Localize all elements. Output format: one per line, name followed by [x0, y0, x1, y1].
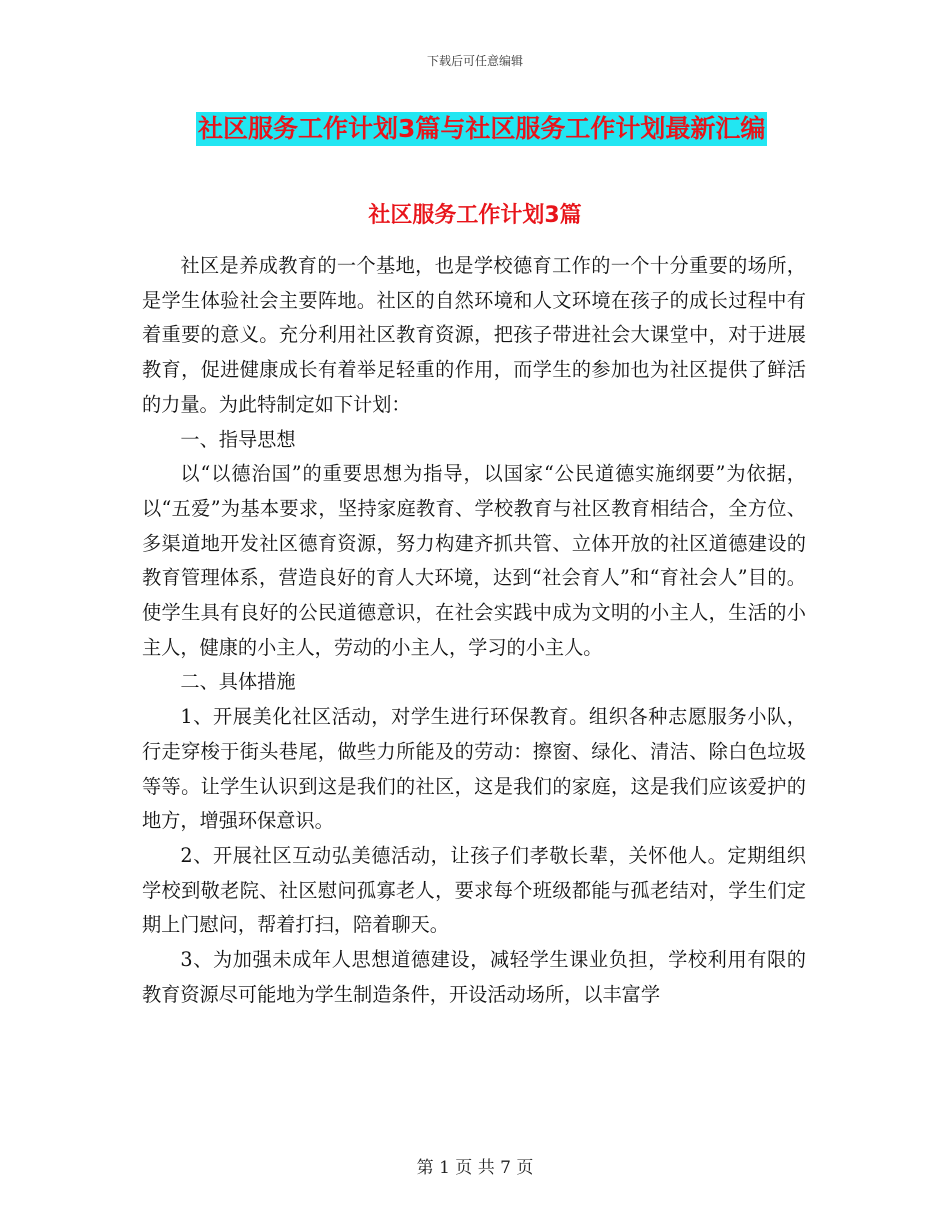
- document-body: [142, 249, 806, 1012]
- section-title: 社区服务工作计划3篇: [368, 203, 582, 228]
- heading-specific-measures: 二、具体措施: [180, 670, 296, 694]
- paragraph-measure-3: 3、为加强未成年人思想道德建设，减轻学生课业负担，学校利用有限的教育资源尽可能地为学生制造条件，开设活动场所，以丰富学: [142, 948, 806, 1006]
- paragraph-measure-2: 2、开展社区互动弘美德活动，让孩子们孝敬长辈，关怀他人。定期组织学校到敬老院、社区慰问孤寡老人，要求每个班级都能与孤老结对，学生们定期上门慰问，帮着打扫，陪着聊天。: [142, 843, 806, 937]
- page-header-note: 下载后可任意编辑: [426, 54, 523, 68]
- page-number-footer: 第 1 页 共 7 页: [416, 1158, 534, 1178]
- paragraph-intro: 社区是养成教育的一个基地，也是学校德育工作的一个十分重要的场所，是学生体验社会主要阵地。社区的自然环境和人文环境在孩子的成长过程中有着重要的意义。充分利用社区教育资源，把孩子带进社会大课堂中，对于进展教育，促进健康成长有着举足轻重的作用，而学生的参加也为社区提供了鲜活的力量。为此特制定如下计划：: [142, 254, 806, 416]
- paragraph-guiding-ideology: 以“以德治国”的重要思想为指导，以国家“公民道德实施纲要”为依据，以“五爱”为基本要求，坚持家庭教育、学校教育与社区教育相结合，全方位、多渠道地开发社区德育资源，努力构建齐抓共管、立体开放的社区道德建设的教育管理体系，营造良好的育人大环境，达到“社会育人”和“育社会人”目的。使学生具有良好的公民道德意识，在社会实践中成为文明的小主人，生活的小主人，健康的小主人，劳动的小主人，学习的小主人。: [142, 462, 806, 659]
- paragraph-measure-1: 1、开展美化社区活动，对学生进行环保教育。组织各种志愿服务小队，行走穿梭于街头巷尾，做些力所能及的劳动：擦窗、绿化、清洁、除白色垃圾等等。让学生认识到这是我们的社区，这是我们的家庭，这是我们应该爱护的地方，增强环保意识。: [142, 705, 806, 833]
- document-main-title: 社区服务工作计划3篇与社区服务工作计划最新汇编: [196, 112, 767, 146]
- heading-guiding-ideology: 一、指导思想: [180, 427, 296, 451]
